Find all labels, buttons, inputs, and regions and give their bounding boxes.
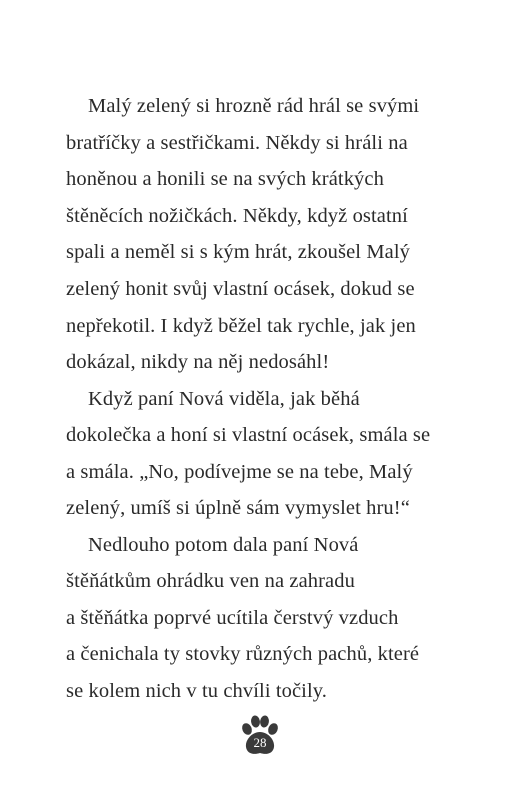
paragraph-2-line-1: Když paní Nová viděla, jak běhá (88, 388, 360, 410)
paragraph-3-line-1: Nedlouho potom dala paní Nová (88, 534, 359, 556)
paragraph-2-line-3: a smála. „No, podívejme se na tebe, Malý (66, 461, 413, 483)
paragraph-1-line-1: Malý zelený si hrozně rád hrál se svými (88, 95, 420, 117)
page-number: 28 (253, 735, 267, 750)
paragraph-2-line-4: zelený, umíš si úplně sám vymyslet hru!“ (66, 497, 410, 519)
paragraph-1-line-7: nepřekotil. I když běžel tak rychle, jak jen (66, 315, 416, 337)
paragraph-1-line-5: spali a neměl si s kým hrát, zkoušel Malý (66, 241, 410, 263)
paragraph-1-line-3: honěnou a honili se na svých krátkých (66, 168, 384, 190)
paragraph-3-line-3: a štěňátka poprvé ucítila čerstvý vzduch (66, 607, 399, 629)
paragraph-3-line-5: se kolem nich v tu chvíli točily. (66, 680, 328, 702)
paragraph-3-line-2: štěňátkům ohrádku ven na zahradu (66, 570, 355, 592)
paragraph-1-line-2: bratříčky a sestřičkami. Někdy si hráli na (66, 132, 408, 154)
paragraph-1-line-4: štěněcích nožičkách. Někdy, když ostatní (66, 205, 408, 227)
paragraph-3-line-4: a čenichala ty stovky různých pachů, které (66, 643, 420, 665)
paragraph-1-line-8: dokázal, nikdy na něj nedosáhl! (66, 351, 330, 373)
paragraph-1-line-6: zelený honit svůj vlastní ocásek, dokud se (66, 278, 415, 300)
paragraph-2-line-2: dokolečka a honí si vlastní ocásek, smála se (66, 424, 431, 446)
